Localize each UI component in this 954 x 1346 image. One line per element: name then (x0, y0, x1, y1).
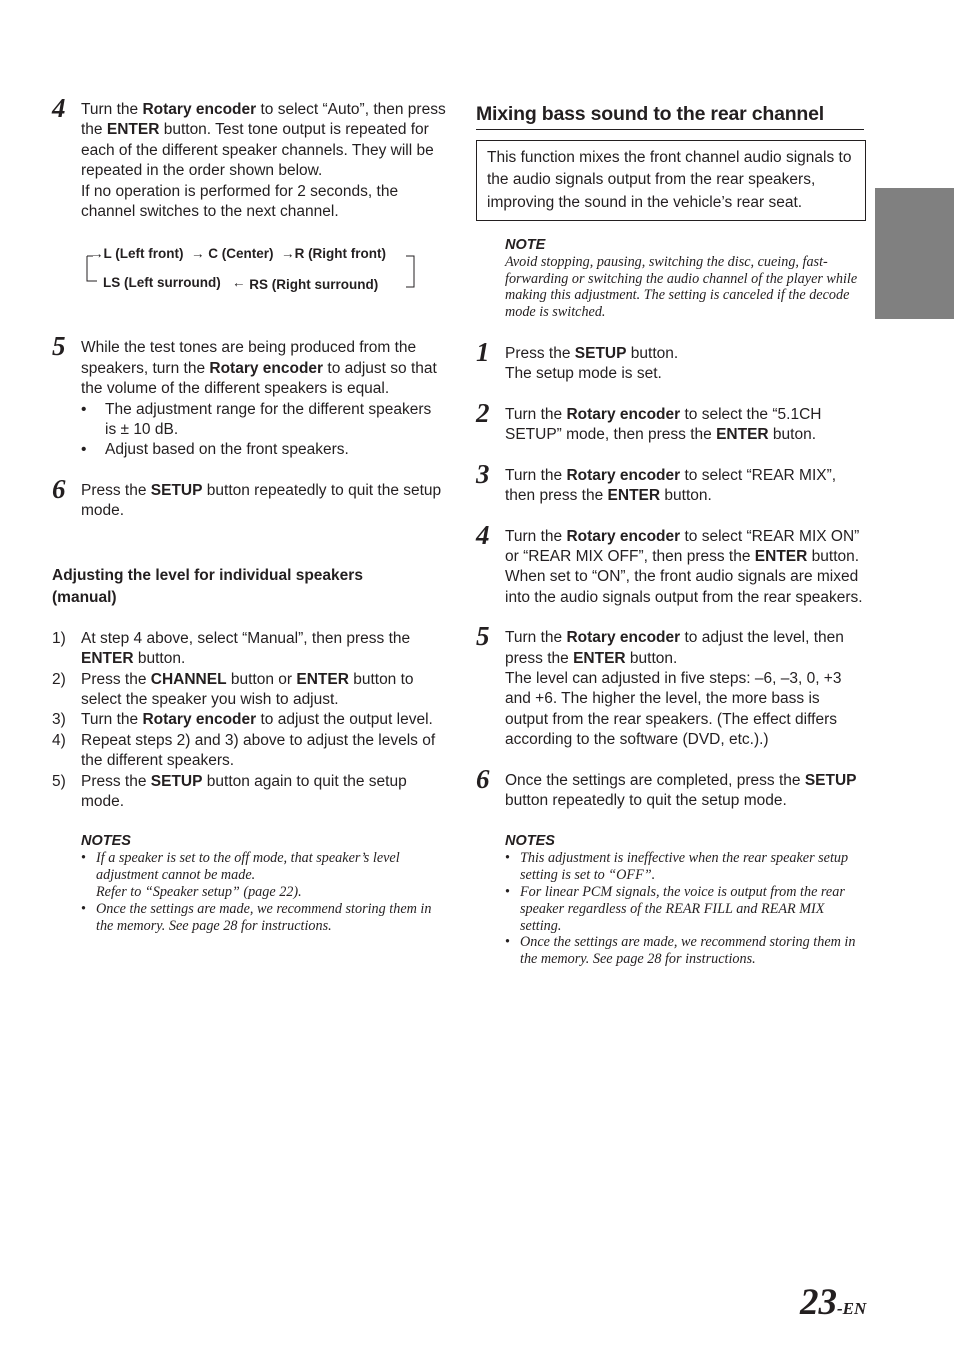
step-6: 6 Once the settings are completed, press the SETUP button repeatedly to quit the setup mode. (476, 763, 857, 809)
note-text: Avoid stopping, pausing, switching the disc, cueing, fast-forwarding or switching the audio channel of the player while making this adjustment. The setting is canceled if the decode mode is switched. (505, 253, 858, 321)
side-tab (875, 188, 954, 319)
step-1: 1 Press the SETUP button. The setup mode is set. (476, 337, 679, 383)
step-number: 6 (52, 473, 66, 504)
step-4: 4 Turn the Rotary encoder to select “REAR MIX ON” or “REAR MIX OFF”, then press the ENTER button. When set to “ON”, the front audio signals are mixed into the audio signals output from the rear speakers. (476, 519, 863, 606)
step-number: 4 (476, 519, 490, 550)
manual-steps (52, 629, 446, 813)
step-number: 5 (52, 331, 66, 362)
label-center: C (Center) (208, 246, 274, 262)
note-item: • If a speaker is set to the off mode, that speaker’s level adjustment cannot be made. Refer to “Speaker setup” (page 22). (81, 850, 447, 900)
list-item: 3) Turn the Rotary encoder to adjust the output level. (52, 711, 433, 729)
list-item: 2) Press the CHANNEL button or ENTER button to select the speaker you wish to adjust. (52, 670, 414, 708)
step-number: 1 (476, 337, 490, 368)
step-5: 5 Turn the Rotary encoder to adjust the level, then press the ENTER button. The level can adjusted in five steps: –6, –3, 0, +3 and +6. The higher the level, the more bass is output from the rear speakers. (The effect differs according to the software (DVD, etc.).) (476, 621, 844, 749)
list-item: 4) Repeat steps 2) and 3) above to adjust the levels of the different speakers. (52, 731, 436, 770)
notes-title: NOTES (81, 833, 131, 850)
label-left-front: L (Left front) (103, 246, 184, 262)
notes-block (505, 833, 867, 968)
intro-box: This function mixes the front channel audio signals to the audio signals output from the rear speakers, improving the sound in the vehicle’s rear seat. (476, 140, 866, 221)
note-item: • This adjustment is ineffective when the rear speaker setup setting is set to “OFF”. (505, 850, 867, 884)
speaker-order-diagram: →L (Left front) → C (Center) →R (Right front) LS (Left surround) ← RS (Right surround) (52, 244, 446, 304)
right-column (476, 101, 866, 968)
step-6: 6 Press the SETUP button repeatedly to quit the setup mode. (52, 473, 442, 520)
list-item: 1) At step 4 above, select “Manual”, then press the ENTER button. (52, 629, 411, 668)
step-5: 5 While the test tones are being produced from the speakers, turn the Rotary encoder to adjust so that the volume of the different speakers is equal. • The adjustment range for the different speakers is ± 10 dB. • Adjust based on the front speakers. (52, 338, 446, 460)
step-number: 2 (476, 397, 490, 428)
section-heading: Mixing bass sound to the rear channel (476, 101, 864, 130)
step-2: 2 Turn the Rotary encoder to select the “5.1CH SETUP” mode, then press the ENTER buton. (476, 397, 822, 444)
bullet-item: • Adjust based on the front speakers. (81, 440, 446, 460)
page-number: 23-EN (800, 1282, 867, 1323)
bullet-item: • The adjustment range for the different speakers is ± 10 dB. (81, 400, 446, 441)
note-item: • Once the settings are made, we recommend storing them in the memory. See page 28 for instructions. (81, 901, 447, 935)
note-item: • For linear PCM signals, the voice is output from the rear speaker regardless of the REAR FILL and REAR MIX setting. (505, 884, 867, 934)
notes-title: NOTES (505, 833, 555, 850)
step-number: 3 (476, 458, 490, 489)
note-block (505, 237, 867, 321)
note-title: NOTE (505, 236, 546, 253)
step-3: 3 Turn the Rotary encoder to select “REAR MIX”, then press the ENTER button. (476, 458, 837, 505)
list-item: 5) Press the SETUP button again to quit the setup mode. (52, 772, 407, 810)
label-right-surround: RS (Right surround) (249, 277, 379, 293)
manual-heading: Adjusting the level for individual speakers (manual) (52, 566, 363, 606)
left-column (52, 93, 446, 934)
label-right-front: R (Right front) (294, 246, 387, 262)
notes-block (81, 833, 447, 934)
label-left-surround: LS (Left surround) (103, 275, 221, 291)
step-number: 6 (476, 763, 490, 794)
note-item: • Once the settings are made, we recommend storing them in the memory. See page 28 for instructions. (505, 934, 867, 968)
step-4: 4 Turn the Rotary encoder to select “Auto”, then press the ENTER button. Test tone output is repeated for each of the different speaker channels. They will be repeated in the order shown below. If no operation is performed for 2 seconds, the channel switches to the next channel. (52, 93, 446, 221)
step-number: 5 (476, 621, 490, 652)
step-number: 4 (52, 93, 66, 123)
